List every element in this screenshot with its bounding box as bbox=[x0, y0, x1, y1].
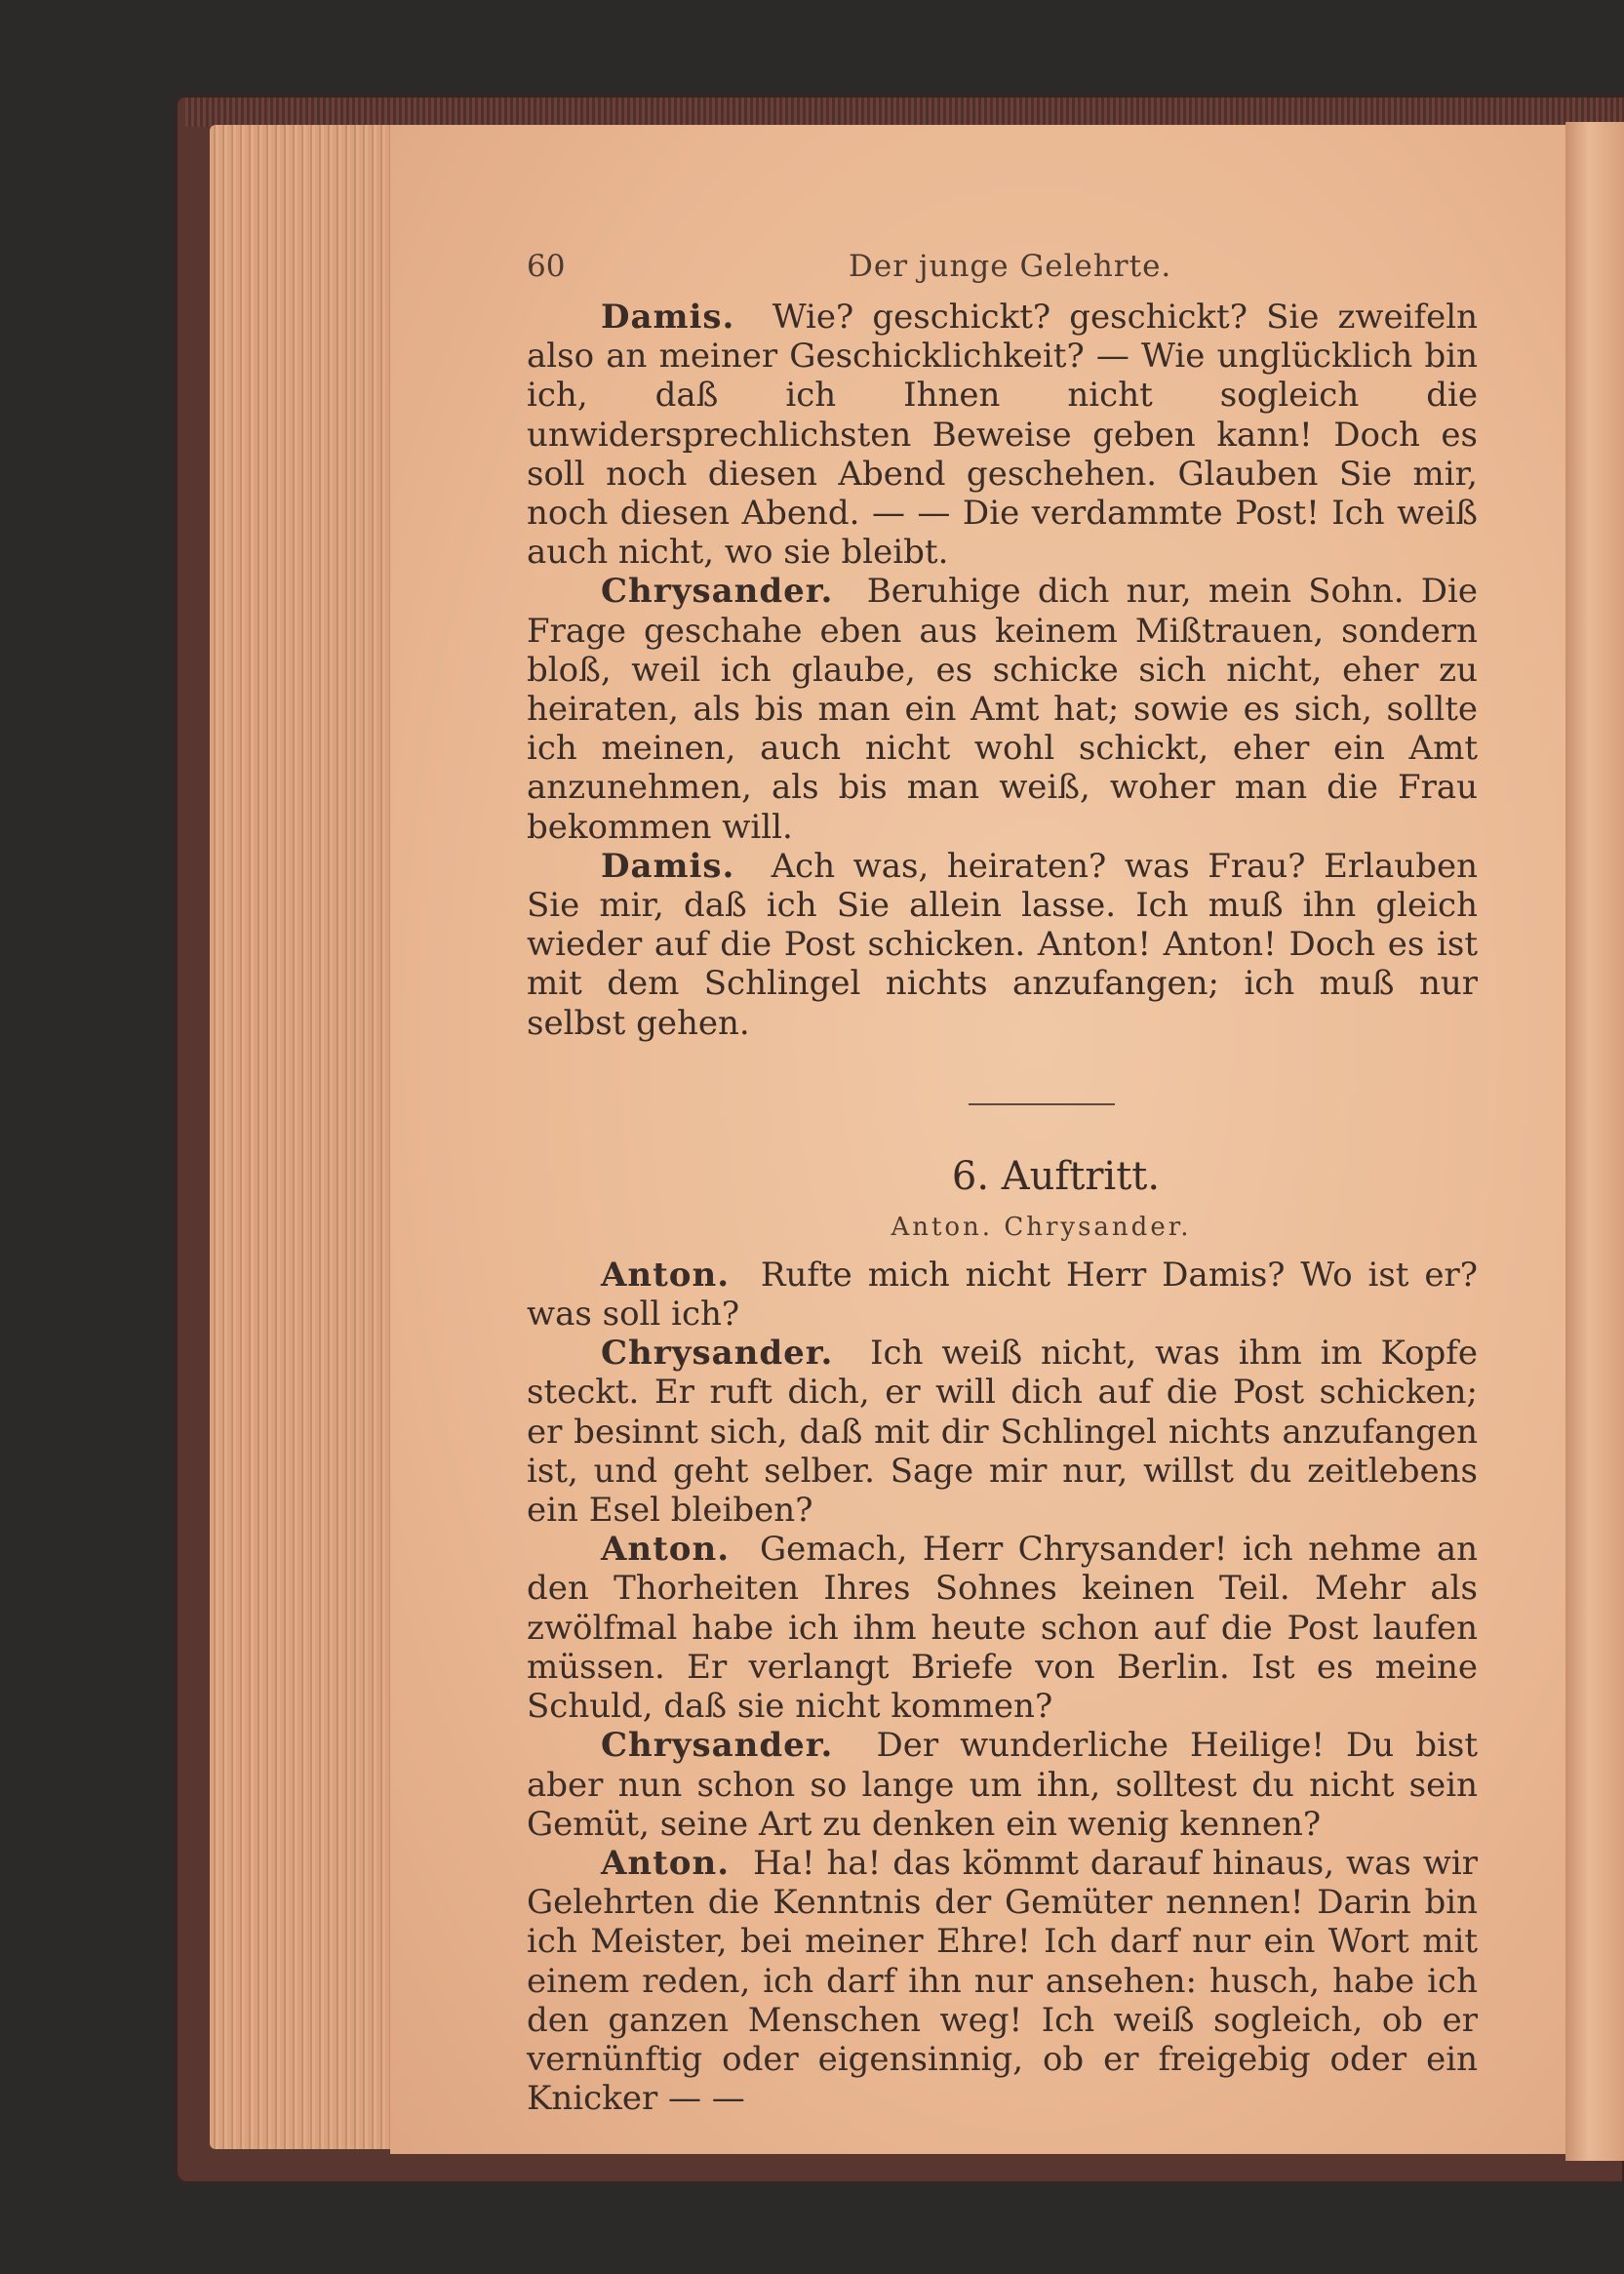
dialogue-paragraph bbox=[527, 298, 1478, 572]
page-text bbox=[527, 249, 1478, 2118]
scene-title: 6. Auftritt. bbox=[951, 1153, 1161, 1199]
page-edges bbox=[210, 125, 395, 2149]
dialogue-paragraph bbox=[527, 1530, 1478, 1726]
dialogue-paragraph bbox=[527, 1334, 1478, 1530]
dialogue-paragraph bbox=[527, 1726, 1478, 1844]
speaker-name: Anton. bbox=[601, 1530, 731, 1570]
speaker-name: Chrysander. bbox=[601, 572, 834, 612]
dialogue-paragraph bbox=[527, 1256, 1478, 1334]
book-spine-top bbox=[185, 98, 1624, 127]
running-header bbox=[527, 249, 1478, 298]
speech-text: Ha! ha! das kömmt darauf hinaus, was wir Gelehrten die Kenntnis der Gemüter nennen! Darin bin ich Meister, bei meiner Ehre! Ich darf nur ein Wort mit einem reden, ich darf ihn nur ansehen: husch, habe ich den ganzen Menschen weg! Ich weiß sogleich, ob er vernünftig oder eigensinnig, ob er freigebig oder ein Knicker — — bbox=[527, 1843, 1478, 2119]
section-divider bbox=[969, 1103, 1115, 1105]
facing-page-edge bbox=[1565, 122, 1624, 2161]
speech-text: Der wunderliche Heilige! Du bist aber nun schon so lange um ihn, solltest du nicht sein Gemüt, seine Art zu denken ein wenig kennen? bbox=[527, 1726, 1479, 1844]
speech-text: Ich weiß nicht, was ihm im Kopfe steckt. Er ruft dich, er will dich auf die Post schicken; er besinnt sich, daß mit dir Schlingel nichts anzufangen ist, und geht selber. Sage mir nur, willst du zeitlebens ein Esel bleiben? bbox=[527, 1334, 1478, 1531]
speaker-name: Anton. bbox=[601, 1255, 731, 1295]
speech-text: Rufte mich nicht Herr Damis? Wo ist er? was soll ich? bbox=[527, 1255, 1478, 1335]
speaker-name: Chrysander. bbox=[601, 1726, 834, 1766]
dialogue-block-2 bbox=[527, 1256, 1478, 2118]
speaker-name: Chrysander. bbox=[601, 1334, 834, 1374]
scene-characters: Anton. Chrysander. bbox=[891, 1212, 1192, 1242]
dialogue-paragraph bbox=[527, 572, 1478, 846]
speech-text: Gemach, Herr Chrysander! ich nehme an den Thorheiten Ihres Sohnes keinen Teil. Mehr als zwölfmal habe ich ihm heute schon auf die Post laufen müssen. Er verlangt Briefe von Berlin. Ist es meine Schuld, daß sie nicht kommen? bbox=[527, 1530, 1479, 1727]
dialogue-block-1 bbox=[527, 298, 1478, 1043]
speech-text: Wie? geschickt? geschickt? Sie zweifeln also an meiner Geschicklichkeit? — Wie unglücklich bin ich, daß ich Ihnen nicht sogleich die unwidersprechlichsten Beweise geben kann! Doch es soll noch diesen Abend geschehen. Glauben Sie mir, noch diesen Abend. — — Die verdammte Post! Ich weiß auch nicht, wo sie bleibt. bbox=[527, 298, 1478, 573]
dialogue-paragraph bbox=[527, 847, 1478, 1043]
speaker-name: Damis. bbox=[601, 298, 735, 337]
running-title: Der junge Gelehrte. bbox=[849, 249, 1172, 284]
speech-text: Ach was, heiraten? was Frau? Erlauben Sie mir, daß ich Sie allein lasse. Ich muß ihn gleich wieder auf die Post schicken. Anton! Anton! Doch es ist mit dem Schlingel nichts anzufangen; ich muß nur selbst gehen. bbox=[527, 846, 1478, 1043]
speaker-name: Anton. bbox=[601, 1843, 731, 1883]
dialogue-paragraph bbox=[527, 1844, 1478, 2118]
speaker-name: Damis. bbox=[601, 846, 735, 886]
speech-text: Beruhige dich nur, mein Sohn. Die Frage geschahe eben aus keinem Mißtrauen, sondern bloß, weil ich glaube, es schicke sich nicht, eher zu heiraten, als bis man ein Amt hat; sowie es sich, sollte ich meinen, auch nicht wohl schickt, eher ein Amt anzunehmen, als bis man weiß, woher man die Frau bekommen will. bbox=[527, 572, 1478, 847]
page-number: 60 bbox=[527, 249, 566, 284]
